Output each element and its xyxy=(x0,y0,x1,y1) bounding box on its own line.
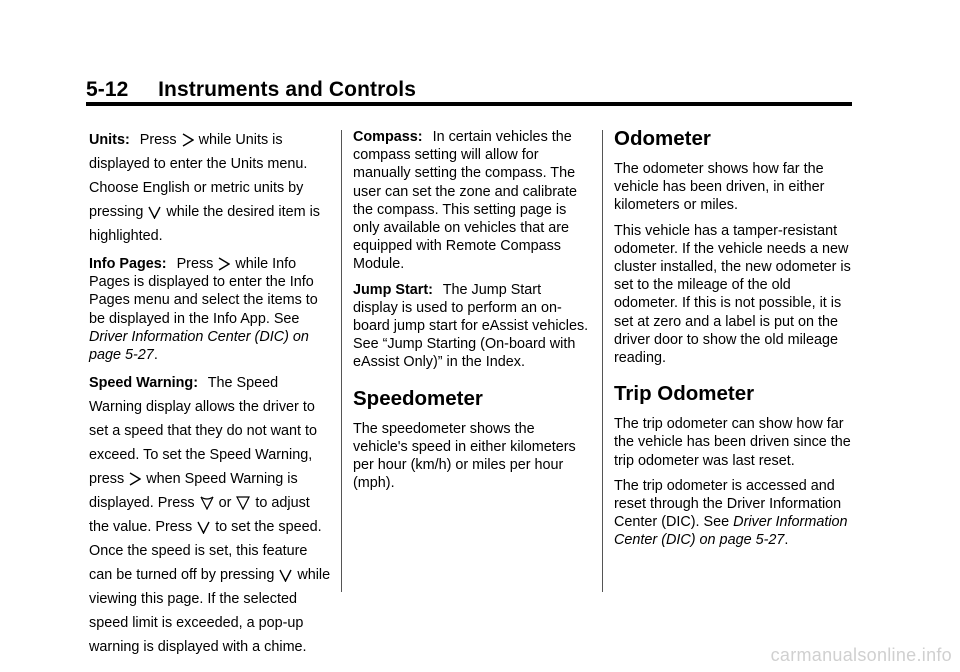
trip-odometer-paragraph-2 xyxy=(614,477,854,550)
units-paragraph xyxy=(89,128,333,248)
info-text-b: while Info Pages is displayed to enter the Info Pages menu and select the items to be displayed in the Info App. See xyxy=(89,256,318,327)
odometer-paragraph-2: This vehicle has a tamper-resistant odometer. If the vehicle needs a new cluster installed, the new odometer is set to the mileage of the old odometer. If this is not possible, it is set at zero and a label is put on the driver door to show the old mileage reading. xyxy=(614,222,851,367)
units-text-c: while the desired item is highlighted. xyxy=(89,204,320,244)
compass-paragraph xyxy=(353,128,589,274)
page-title: 5-12 Instruments and Controls xyxy=(86,78,417,101)
dic-cross-reference: Driver Information Center (DIC) on page 5-27 xyxy=(614,514,848,549)
checkmark-icon xyxy=(197,520,210,534)
odometer-paragraph-1: The odometer shows how far the vehicle has been driven, in either kilometers or miles. xyxy=(614,161,825,214)
speed-text-b: when Speed Warning is displayed. Press xyxy=(89,471,298,512)
odometer-heading: Odometer xyxy=(614,127,711,150)
down-wheel-icon xyxy=(236,496,250,510)
info-text-a: Press xyxy=(176,256,214,272)
info-pages-term: Info Pages: xyxy=(89,256,167,272)
right-arrow-icon xyxy=(129,472,141,486)
info-pages-paragraph xyxy=(89,255,333,364)
jump-start-text: The Jump Start display is used to perform an on-board jump start for eAssist vehicles. See “Jump Starting (On-board with eAssist Only)” in the Index. xyxy=(353,281,589,371)
speed-warning-paragraph xyxy=(89,371,333,659)
column-3 xyxy=(614,128,854,557)
jump-start-paragraph xyxy=(353,281,589,372)
speed-text-e: while viewing this page. If the selected speed limit is exceeded, a pop-up warning is displayed with a chime. xyxy=(89,567,331,656)
speed-text-c: to adjust the value. Press xyxy=(89,495,310,536)
speed-warning-term: Speed Warning: xyxy=(89,375,198,392)
info-end: . xyxy=(153,347,158,364)
trip-odometer-paragraph-1: The trip odometer can show how far the vehicle has been driven since the trip odometer was last reset. xyxy=(614,416,851,469)
column-1 xyxy=(89,128,333,666)
column-divider-2 xyxy=(602,130,603,592)
right-arrow-icon xyxy=(218,257,230,271)
trip-end: . xyxy=(784,532,789,549)
speed-text-d: to set the speed. Once the speed is set, this feature can be turned off by pressing xyxy=(89,519,322,584)
jump-start-term: Jump Start: xyxy=(353,281,433,298)
speedometer-heading: Speedometer xyxy=(353,386,483,410)
right-arrow-icon xyxy=(182,133,194,147)
trip-text-a: The trip odometer is accessed and reset through the Driver Information Center (DIC). See xyxy=(614,477,842,531)
compass-text: In certain vehicles the compass setting will allow for manually setting the compass. The user can set the zone and calibrate the compass. This setting page is only available on vehicles that are equipped with Remote Compass Module. xyxy=(353,129,577,273)
column-2 xyxy=(353,128,589,499)
page-header xyxy=(86,78,852,102)
speedometer-paragraph: The speedometer shows the vehicle's speed in either kilometers per hour (km/h) or miles per hour (mph). xyxy=(353,420,576,492)
units-text-b: while Units is displayed to enter the Units menu. Choose English or metric units by pressing xyxy=(89,132,308,220)
up-wheel-icon xyxy=(200,496,214,510)
header-rule xyxy=(86,102,852,106)
compass-term: Compass: xyxy=(353,129,423,145)
units-text-a: Press xyxy=(139,132,177,148)
units-term: Units: xyxy=(89,132,130,148)
speed-text-a: The Speed Warning display allows the driver to set a speed that they do not want to exceed. To set the Speed Warning, press xyxy=(89,375,318,488)
column-divider-1 xyxy=(341,130,342,592)
trip-odometer-heading: Trip Odometer xyxy=(614,382,755,406)
watermark-link[interactable]: carmanualsonline.info xyxy=(770,645,952,665)
checkmark-icon xyxy=(148,205,161,219)
checkmark-icon xyxy=(279,568,292,582)
dic-cross-reference: Driver Information Center (DIC) on page 5-27 xyxy=(89,328,309,364)
speed-or: or xyxy=(218,495,232,512)
